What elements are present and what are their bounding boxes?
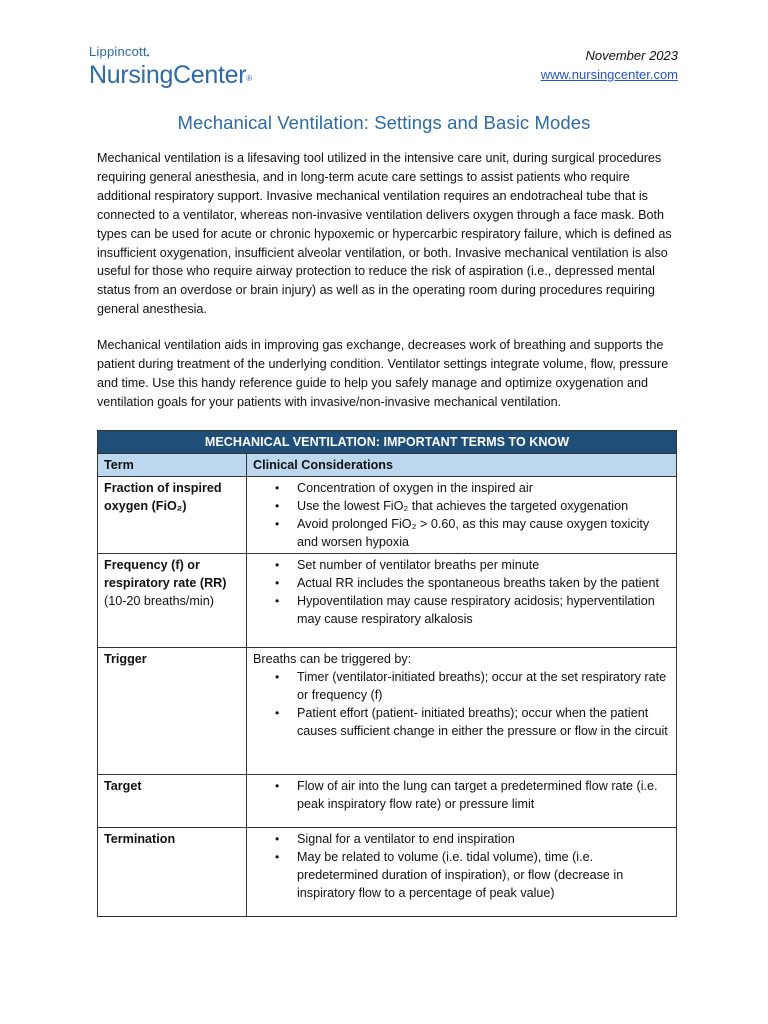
logo-brand-main: NursingCenter [89,61,247,89]
term-cell [98,775,247,828]
list-item: • Signal for a ventilator to end inspiration [297,830,670,848]
intro-paragraph-2: Mechanical ventilation aids in improving gas exchange, decreases work of breathing and supports the patient during treatment of the underlying condition. Ventilator settings integrate volume, flow, pressure and time. Use this handy reference guide to help you safely manage and optimize oxygenation and ventilation goals for your patients with invasive/non-invasive mechanical ventilation. [97,338,669,409]
list-item: • Hypoventilation may cause respiratory acidosis; hyperventilation may cause respiratory alkalosis [297,592,670,628]
list-item: • Flow of air into the lung can target a predetermined flow rate (i.e. peak inspiratory flow rate) or pressure limit [297,777,670,813]
list-lead: Breaths can be triggered by: [253,652,412,666]
table-banner-row [98,431,677,454]
table-banner: MECHANICAL VENTILATION: IMPORTANT TERMS TO KNOW [98,431,677,454]
table-header-row [98,454,677,477]
column-header-considerations: Clinical Considerations [247,454,677,477]
website-link[interactable]: www.nursingcenter.com [540,67,678,82]
column-header-term: Term [98,454,247,477]
terms-table [97,430,677,917]
list-item: • Timer (ventilator-initiated breaths); occur at the set respiratory rate or frequency (f) [297,668,670,704]
intro-paragraph-1: Mechanical ventilation is a lifesaving tool utilized in the intensive care unit, during surgical procedures requiring general anesthesia, and in long-term acute care settings to assist patients who require additional respiratory support. Invasive mechanical ventilation requires an endotracheal tube that is connected to a ventilator, whereas non-invasive ventilation delivers oxygen through a face mask. Both types can be used for acute or chronic hypoxemic or hypercarbic respiratory failure, which is defined as insufficient oxygenation, insufficient alveolar ventilation, or both. Invasive mechanical ventilation is also useful for those who require airway protection to reduce the risk of aspiration (i.e., depressed mental status from an overdose or brain injury) as well as in the operating room during procedures requiring general anesthesia. [97,151,672,317]
nursingcenter-logo: Lippincott• NursingCenter® [89,44,252,89]
list-item: • May be related to volume (i.e. tidal volume), time (i.e. predetermined duration of inspiration), or flow (decrease in inspiratory flow to a percentage of peak value) [297,848,670,902]
term-name: Frequency (f) or respiratory rate (RR) [104,558,227,590]
considerations-cell [247,775,677,828]
logo-brand-top: Lippincott [89,44,147,59]
list-item: • Patient effort (patient- initiated breaths); occur when the patient causes sufficient change in either the pressure or flow in the circuit [297,704,670,740]
term-name: Target [104,779,142,793]
term-name: Termination [104,832,176,846]
term-cell [98,648,247,775]
considerations-cell [247,648,677,775]
term-name: Trigger [104,652,147,666]
considerations-cell [247,477,677,554]
table-row [98,554,677,648]
term-range: (10-20 breaths/min) [104,594,214,608]
header-meta [541,46,678,84]
table-row [98,648,677,775]
list-item: • Use the lowest FiO₂ that achieves the targeted oxygenation [297,497,670,515]
page-title: Mechanical Ventilation: Settings and Basic Modes [177,112,591,133]
list-item: • Avoid prolonged FiO₂ > 0.60, as this may cause oxygen toxicity and worsen hypoxia [297,515,670,551]
considerations-cell [247,554,677,648]
list-item: • Concentration of oxygen in the inspired air [297,479,670,497]
term-cell [98,554,247,648]
list-item: • Actual RR includes the spontaneous breaths taken by the patient [297,574,670,592]
table-row [98,775,677,828]
table-row [98,477,677,554]
table-row [98,828,677,917]
term-cell [98,828,247,917]
considerations-cell [247,828,677,917]
term-name: Fraction of inspired oxygen (FiO₂) [104,481,222,513]
list-item: • Set number of ventilator breaths per minute [297,556,670,574]
publish-date: November 2023 [585,48,678,63]
term-cell [98,477,247,554]
